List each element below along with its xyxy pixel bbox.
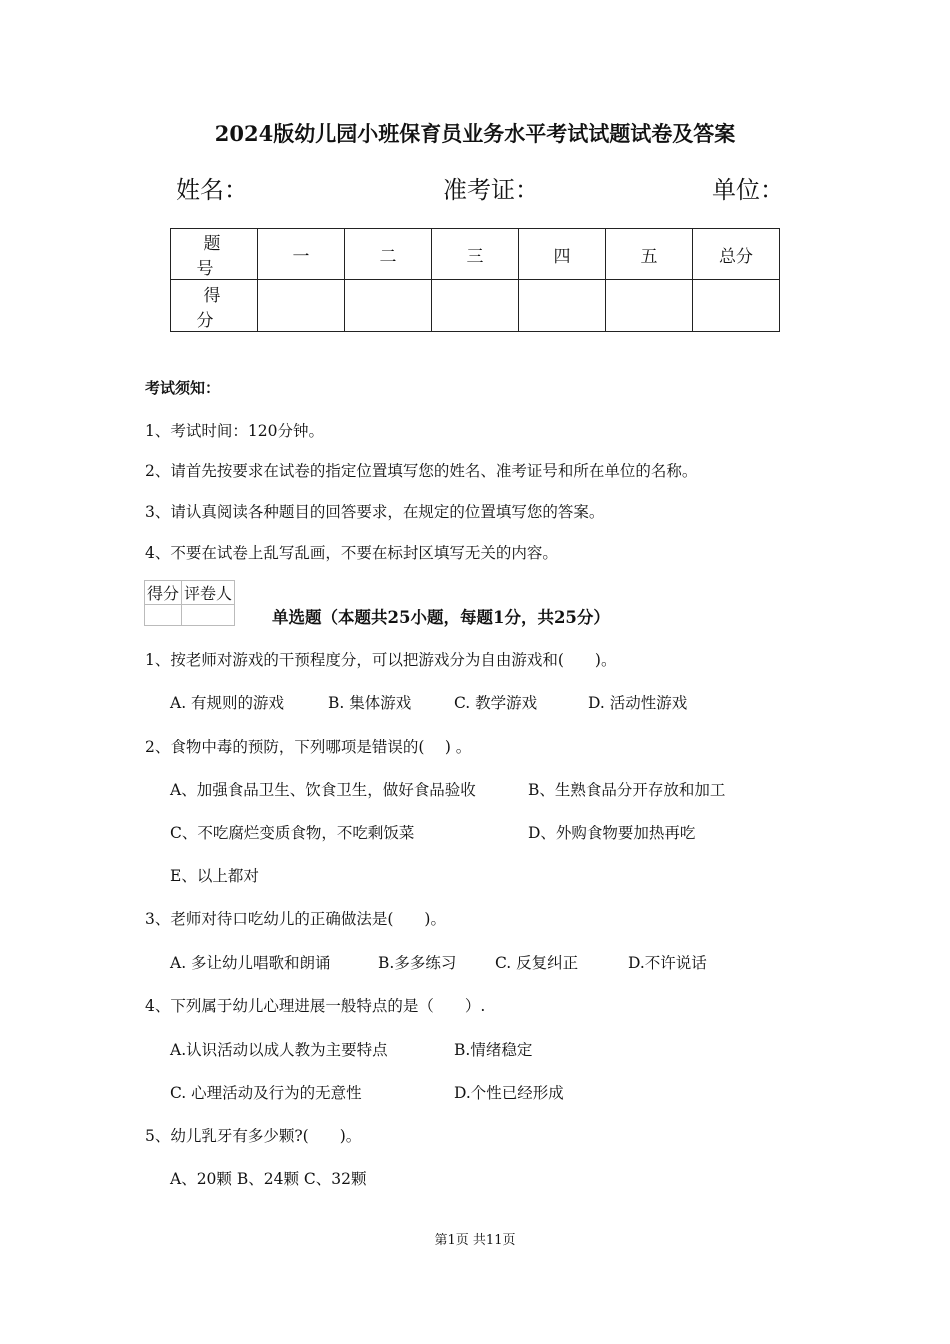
question-text: 2、食物中毒的预防，下列哪项是错误的( ) 。: [145, 738, 472, 756]
question-option: B.多多练习: [378, 954, 457, 972]
score-table-header-cell: 总分: [693, 229, 780, 280]
page-footer: 第1页 共11页: [434, 1233, 516, 1248]
score-cell[interactable]: [345, 280, 432, 332]
grader-box: [144, 580, 235, 626]
grader-box-score-label: 得分: [145, 581, 182, 605]
question-option: D.个性已经形成: [454, 1084, 564, 1102]
score-table-header-cell: 四: [519, 229, 606, 280]
question-option: C. 心理活动及行为的无意性: [170, 1084, 362, 1102]
question-option: A、20颗 B、24颗 C、32颗: [170, 1170, 367, 1188]
section-title: 单选题（本题共25小题，每题1分，共25分）: [272, 608, 610, 627]
question-option: C、不吃腐烂变质食物，不吃剩饭菜: [170, 824, 415, 842]
score-table-score-row: [171, 280, 780, 332]
notice-title: 考试须知：: [145, 379, 221, 397]
question-text: 5、幼儿乳牙有多少颗?( )。: [145, 1127, 362, 1145]
score-table-header-label: 题 号: [171, 229, 258, 280]
question-option: C. 教学游戏: [454, 694, 538, 712]
question-option: B. 集体游戏: [328, 694, 412, 712]
notice-item: 2、请首先按要求在试卷的指定位置填写您的姓名、准考证号和所在单位的名称。: [145, 462, 698, 480]
score-table-header-cell: 一: [258, 229, 345, 280]
notice-item: 1、考试时间：120分钟。: [145, 422, 324, 440]
exam-id-field-label: 准考证：: [443, 176, 539, 204]
score-table-row-label: 得 分: [171, 280, 258, 332]
score-cell[interactable]: [606, 280, 693, 332]
score-table-header-cell: 三: [432, 229, 519, 280]
question-text: 3、老师对待口吃幼儿的正确做法是( )。: [145, 910, 446, 928]
score-cell[interactable]: [432, 280, 519, 332]
notice-item: 3、请认真阅读各种题目的回答要求，在规定的位置填写您的答案。: [145, 503, 605, 521]
question-text: 1、按老师对游戏的干预程度分，可以把游戏分为自由游戏和( )。: [145, 651, 617, 669]
score-table: [170, 228, 780, 332]
question-option: B、生熟食品分开存放和加工: [528, 781, 726, 799]
score-cell[interactable]: [519, 280, 606, 332]
grader-box-grader-label: 评卷人: [182, 581, 235, 605]
question-option: C. 反复纠正: [495, 954, 579, 972]
question-option: E、以上都对: [170, 867, 259, 885]
question-option: A. 有规则的游戏: [170, 694, 285, 712]
question-option: D.不许说话: [628, 954, 707, 972]
question-option: D. 活动性游戏: [588, 694, 688, 712]
document-title: 2024版幼儿园小班保育员业务水平考试试题试卷及答案: [214, 121, 736, 146]
grader-box-score-cell[interactable]: [145, 605, 182, 626]
unit-field-label: 单位：: [712, 176, 784, 204]
question-text: 4、下列属于幼儿心理进展一般特点的是（ ）.: [145, 997, 486, 1015]
name-field-label: 姓名：: [176, 176, 248, 204]
score-cell[interactable]: [693, 280, 780, 332]
question-option: A.认识活动以成人教为主要特点: [170, 1041, 388, 1059]
score-table-header-cell: 二: [345, 229, 432, 280]
question-option: D、外购食物要加热再吃: [528, 824, 696, 842]
question-option: A、加强食品卫生、饮食卫生，做好食品验收: [170, 781, 476, 799]
score-table-header-cell: 五: [606, 229, 693, 280]
grader-box-grader-cell[interactable]: [182, 605, 235, 626]
question-option: B.情绪稳定: [454, 1041, 533, 1059]
question-option: A. 多让幼儿唱歌和朗诵: [170, 954, 331, 972]
score-table-header-row: [171, 229, 780, 280]
notice-item: 4、不要在试卷上乱写乱画，不要在标封区填写无关的内容。: [145, 544, 558, 562]
